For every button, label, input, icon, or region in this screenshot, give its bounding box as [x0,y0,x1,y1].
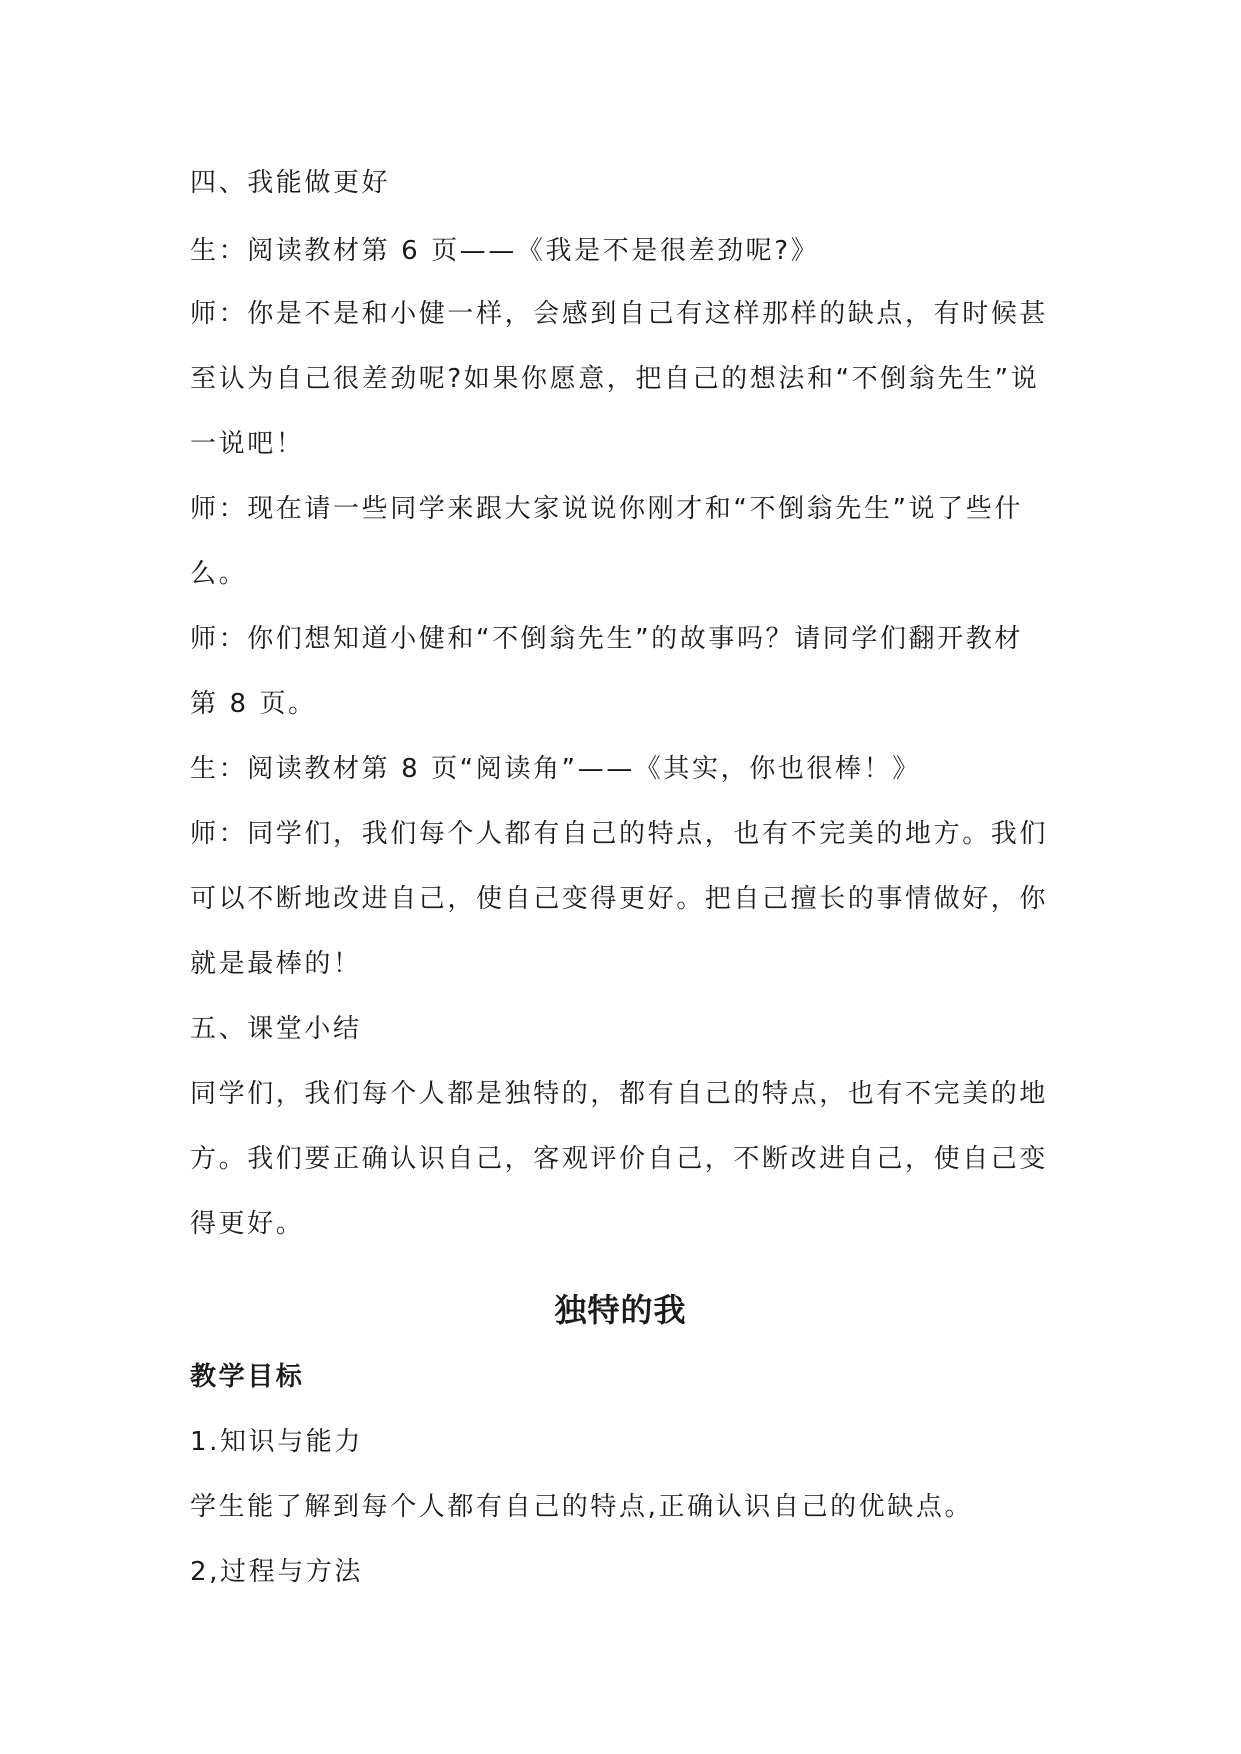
paragraph-line: 至认为自己很差劲呢?如果你愿意，把自己的想法和“不倒翁先生”说 [190,364,1040,394]
paragraph-line: 师：你是不是和小健一样，会感到自己有这样那样的缺点，有时候甚 [190,299,1049,329]
paragraph-line: 师：现在请一些同学来跟大家说说你刚才和“不倒翁先生”说了些什 [190,494,1023,524]
paragraph-line: 方。我们要正确认识自己，客观评价自己，不断改进自己，使自己变 [190,1144,1049,1174]
section-five-heading: 五、课堂小结 [190,1014,362,1044]
paragraph-line: 师：同学们，我们每个人都有自己的特点，也有不完美的地方。我们 [190,819,1049,849]
paragraph-line: 得更好。 [190,1209,305,1239]
paragraph-line: 同学们，我们每个人都是独特的，都有自己的特点，也有不完美的地 [190,1079,1049,1109]
paragraph-line: 生：阅读教材第 6 页——《我是不是很差劲呢?》 [190,236,820,266]
paragraph-line: 师：你们想知道小健和“不倒翁先生”的故事吗？请同学们翻开教材 [190,624,1023,654]
objective-item-text: 学生能了解到每个人都有自己的特点,正确认识自己的优缺点。 [190,1492,974,1522]
paragraph-line: 一说吧！ [190,429,305,459]
objectives-heading: 教学目标 [190,1362,305,1392]
section-four-heading: 四、我能做更好 [190,168,391,198]
paragraph-line: 第 8 页。 [190,689,317,719]
objective-item-title: 2,过程与方法 [190,1557,364,1587]
objective-item-title: 1.知识与能力 [190,1427,364,1457]
lesson-title: 独特的我 [554,1291,687,1329]
paragraph-line: 么。 [190,559,248,589]
paragraph-line: 生：阅读教材第 8 页“阅读角”——《其实，你也很棒！》 [190,754,921,784]
paragraph-line: 可以不断地改进自己，使自己变得更好。把自己擅长的事情做好，你 [190,884,1049,914]
paragraph-line: 就是最棒的！ [190,949,362,979]
